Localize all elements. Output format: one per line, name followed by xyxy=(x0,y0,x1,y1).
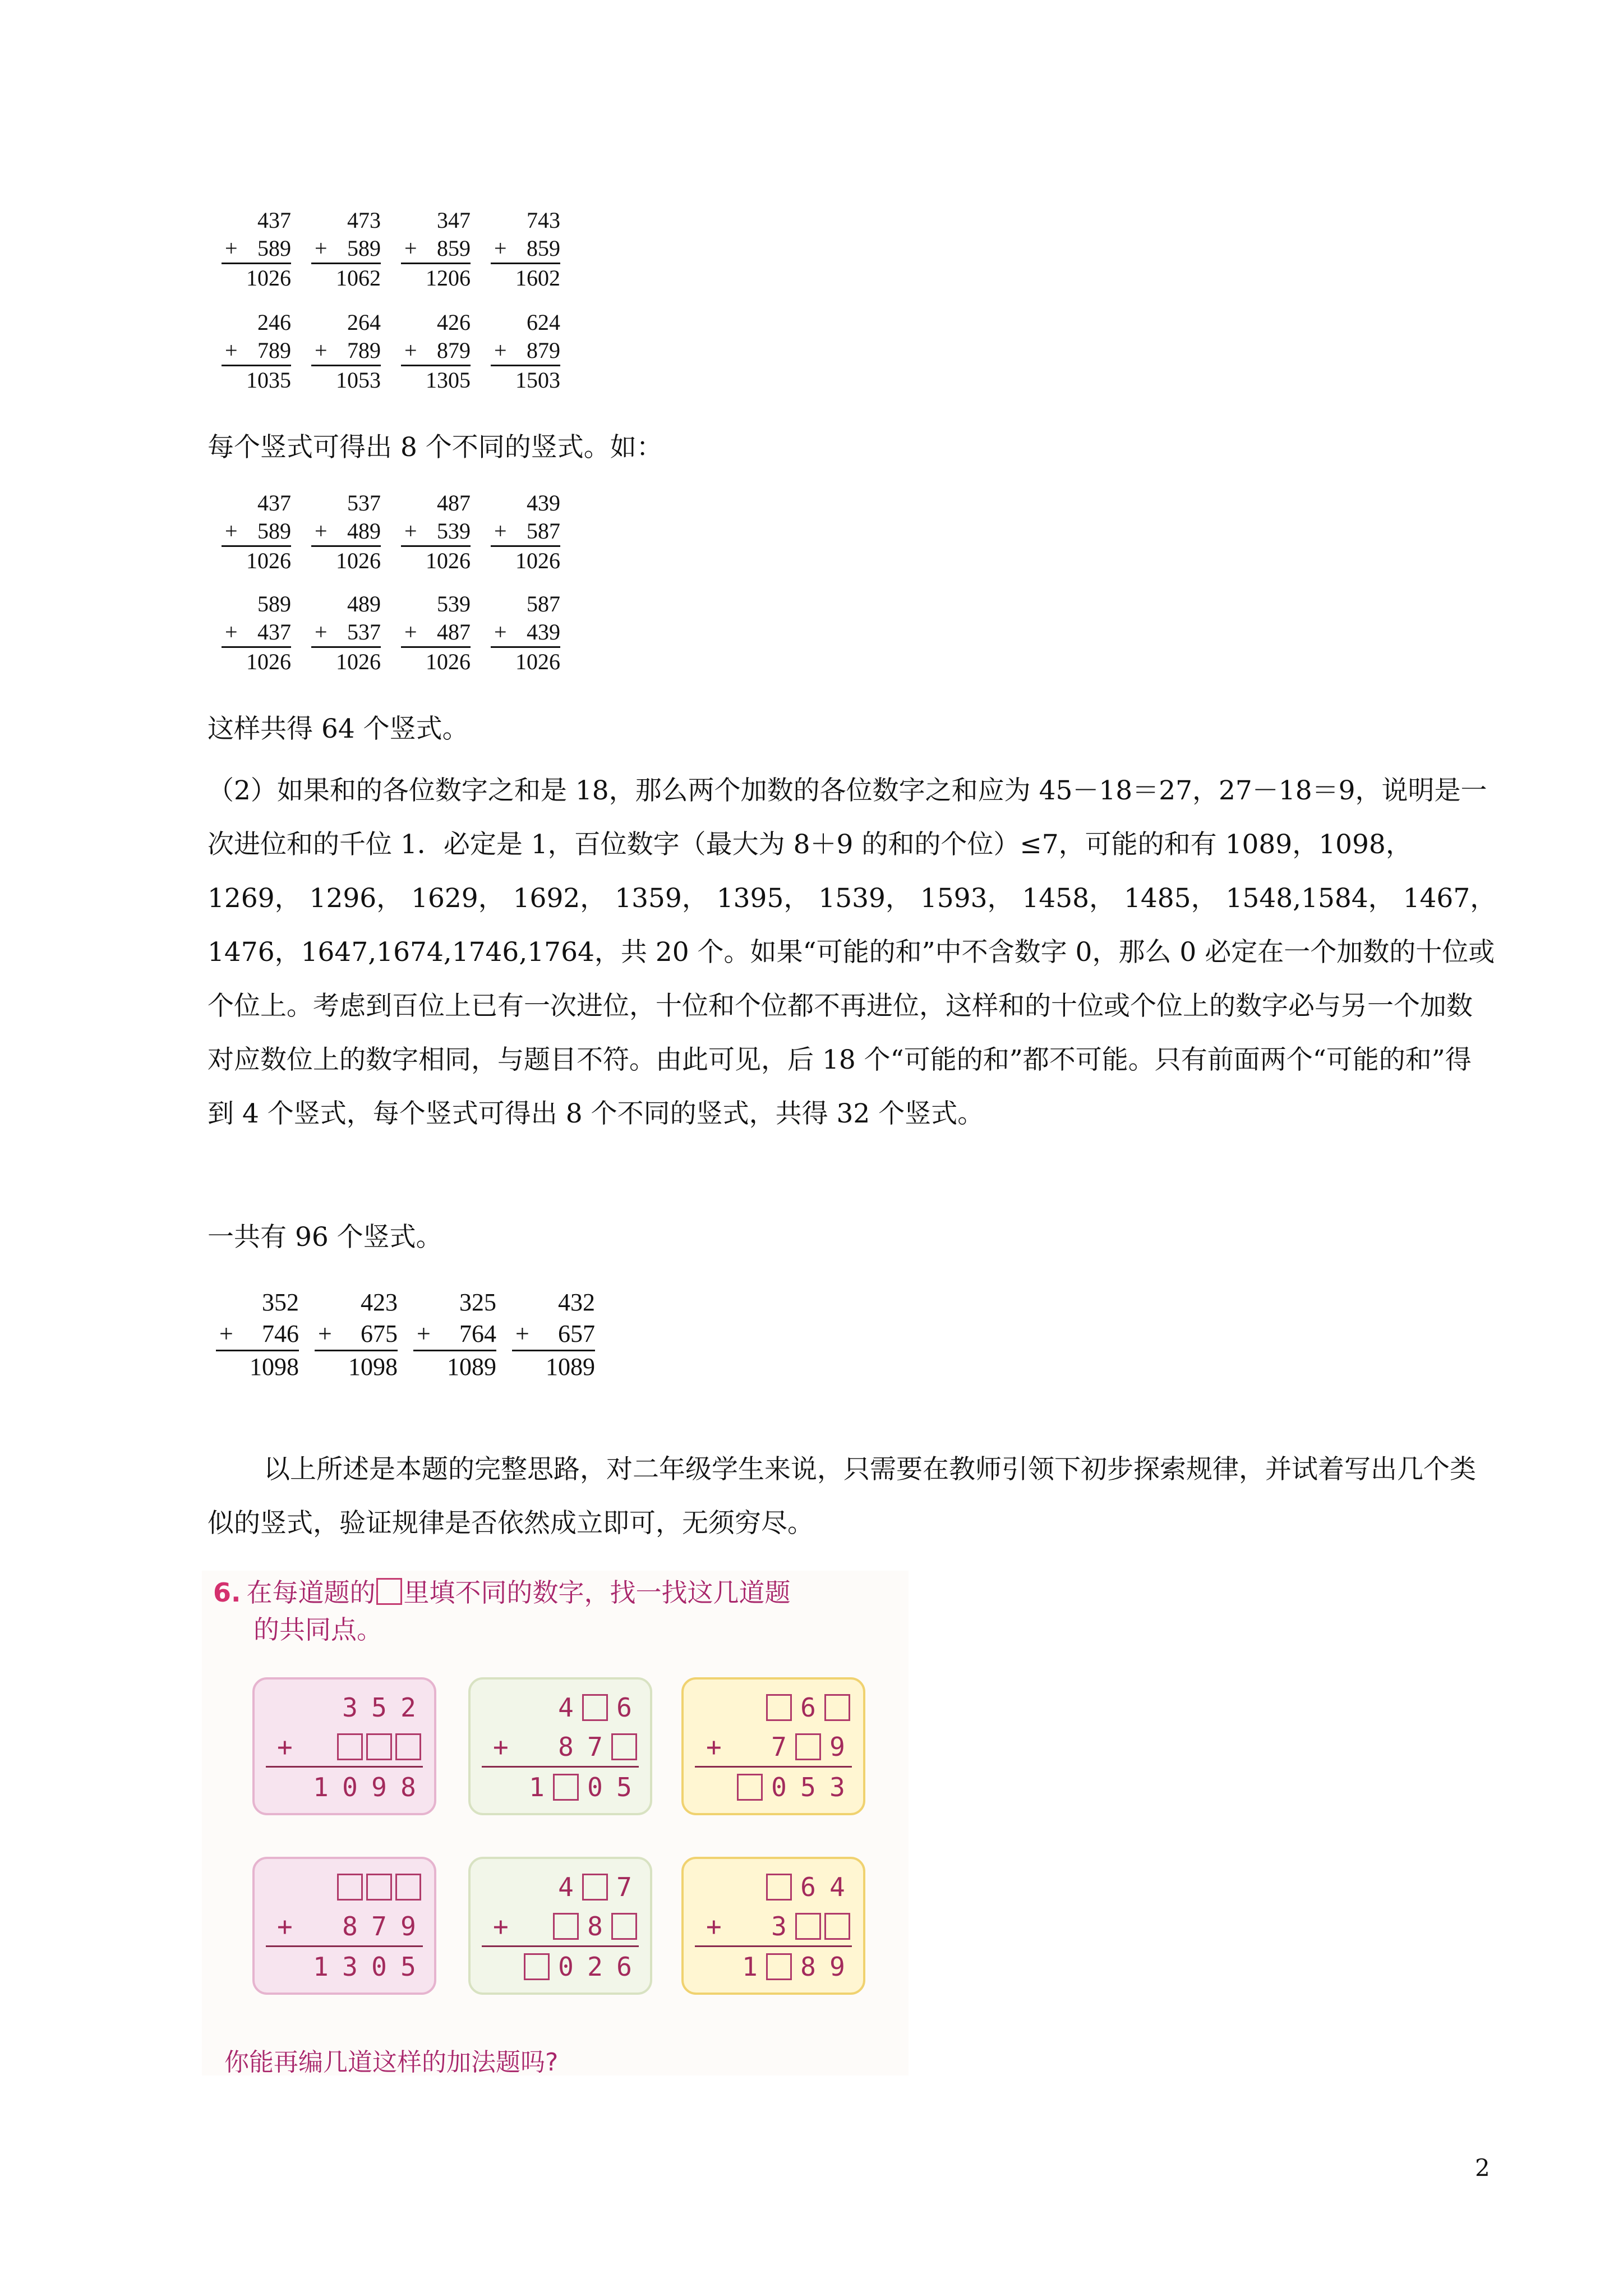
addition-group-1 xyxy=(222,206,560,292)
blank-box[interactable] xyxy=(395,1733,421,1760)
addition-group-4 xyxy=(222,590,560,676)
addend-row: 4 7 xyxy=(558,1872,632,1902)
addition-group-3 xyxy=(222,489,560,575)
blank-box[interactable] xyxy=(824,1694,850,1721)
blank-box[interactable] xyxy=(582,1874,608,1901)
addend-row: + 3 xyxy=(695,1908,852,1944)
text-total-96: 一共有 96 个竖式。 xyxy=(208,1222,442,1253)
blank-box[interactable] xyxy=(611,1733,637,1760)
blank-box[interactable] xyxy=(524,1953,550,1980)
blank-box[interactable] xyxy=(366,1733,392,1760)
sum-row: 1 3 0 5 xyxy=(313,1952,416,1982)
exercise-question: 你能再编几道这样的加法题吗? xyxy=(224,2048,559,2077)
vertical-addition: 325 + 764 1089 xyxy=(413,1287,496,1383)
vertical-addition: 347 + 859 1206 xyxy=(401,206,471,292)
text-eight-variants: 每个竖式可得出 8 个不同的竖式。如： xyxy=(208,432,663,463)
blank-box[interactable] xyxy=(737,1774,763,1801)
vertical-addition: 537 + 489 1026 xyxy=(311,489,381,575)
sum-row: 1 0 9 8 xyxy=(313,1772,416,1802)
sum-row: 1 0 5 xyxy=(529,1772,632,1802)
vertical-addition: 264 + 789 1053 xyxy=(311,309,381,394)
exercise-card xyxy=(681,1857,865,1995)
vertical-addition: 539 + 487 1026 xyxy=(401,590,471,676)
vertical-addition: 487 + 539 1026 xyxy=(401,489,471,575)
blank-box[interactable] xyxy=(766,1953,792,1980)
addend-row: + 8 7 xyxy=(482,1729,639,1765)
textbook-exercise-6 xyxy=(202,1571,909,2076)
vertical-addition: 473 + 589 1062 xyxy=(311,206,381,292)
vertical-addition: 423 + 675 1098 xyxy=(315,1287,398,1383)
paragraph-summary: 以上所述是本题的完整思路，对二年级学生来说，只需要在教师引领下初步探索规律，并试着写出几个类似的竖式，验证规律是否依然成立即可，无须穷尽。 xyxy=(208,1454,1476,1539)
blank-box[interactable] xyxy=(553,1774,579,1801)
addition-group-2 xyxy=(222,309,560,394)
blank-box[interactable] xyxy=(553,1913,579,1940)
blank-box[interactable] xyxy=(766,1874,792,1901)
vertical-addition: 624 + 879 1503 xyxy=(491,309,560,394)
blank-box[interactable] xyxy=(795,1733,821,1760)
addend-row: 6 4 xyxy=(695,1869,852,1905)
blank-box[interactable] xyxy=(366,1874,392,1901)
exercise-card xyxy=(468,1677,652,1815)
exercise-card xyxy=(252,1677,436,1815)
sum-row: 1 8 9 xyxy=(742,1952,845,1982)
blank-box[interactable] xyxy=(337,1874,363,1901)
vertical-addition: 246 + 789 1035 xyxy=(222,309,291,394)
vertical-addition: 426 + 879 1305 xyxy=(401,309,471,394)
blank-box[interactable] xyxy=(611,1913,637,1940)
exercise-card xyxy=(252,1857,436,1995)
vertical-addition: 432 + 657 1089 xyxy=(512,1287,595,1383)
addend-row: + 8 xyxy=(482,1908,639,1944)
blank-box[interactable] xyxy=(766,1694,792,1721)
vertical-addition: 743 + 859 1602 xyxy=(491,206,560,292)
addend-row: + xyxy=(266,1729,423,1765)
vertical-addition: 439 + 587 1026 xyxy=(491,489,560,575)
paragraph-part-2: （2）如果和的各位数字之和是 18，那么两个加数的各位数字之和应为 45－18＝27，27－18＝9，说明是一次进位和的千位 1．必定是 1，百位数字（最大为 8＋9 的和的个位）≤7，可能的和有 1089，1098，1269， 1296， 1629， 1692， 1359， 1395， 1539， 1593， 1458， 1485， 1548,1584， 1467， 1476，1647,1674,1746,1764，共 20 个。如果“可能的和”中不含数字 0，那么 0 必定在一个加数的十位或个位上。考虑到百位上已有一次进位，十位和个位都不再进位，这样和的十位或个位上的数字必与另一个加数对应数位上的数字相同，与题目不符。由此可见，后 18 个“可能的和”都不可能。只有前面两个“可能的和”得到 4 个竖式，每个竖式可得出 8 个不同的竖式，共得 32 个竖式。 xyxy=(208,775,1497,1129)
vertical-addition: 352 + 746 1098 xyxy=(216,1287,299,1383)
blank-box[interactable] xyxy=(795,1913,821,1940)
vertical-addition: 589 + 437 1026 xyxy=(222,590,291,676)
sum-row: 0 5 3 xyxy=(695,1769,852,1805)
addend-row: 6 xyxy=(695,1690,852,1726)
addend-row: + 7 9 xyxy=(706,1732,845,1762)
text-64-variants: 这样共得 64 个竖式。 xyxy=(208,714,469,744)
addend-row: + 8 7 9 xyxy=(277,1911,416,1941)
blank-box[interactable] xyxy=(337,1733,363,1760)
exercise-card xyxy=(468,1857,652,1995)
blank-box[interactable] xyxy=(582,1694,608,1721)
vertical-addition: 489 + 537 1026 xyxy=(311,590,381,676)
blank-box[interactable] xyxy=(824,1913,850,1940)
blank-box-icon xyxy=(376,1578,402,1605)
addend-row: 3 5 2 xyxy=(342,1692,416,1723)
exercise-number: 6. xyxy=(213,1577,241,1608)
vertical-addition: 587 + 439 1026 xyxy=(491,590,560,676)
sum-row: 0 2 6 xyxy=(482,1949,639,1985)
exercise-title: 6. 在每道题的 里填不同的数字，找一找这几道题 的共同点。 xyxy=(213,1577,791,1645)
vertical-addition: 437 + 589 1026 xyxy=(222,206,291,292)
vertical-addition: 437 + 589 1026 xyxy=(222,489,291,575)
addend-row xyxy=(266,1869,423,1905)
addition-group-5 xyxy=(216,1287,595,1383)
addend-row: 4 6 xyxy=(558,1692,632,1723)
blank-box[interactable] xyxy=(395,1874,421,1901)
exercise-card xyxy=(681,1677,865,1815)
page-number: 2 xyxy=(1475,2154,1490,2182)
